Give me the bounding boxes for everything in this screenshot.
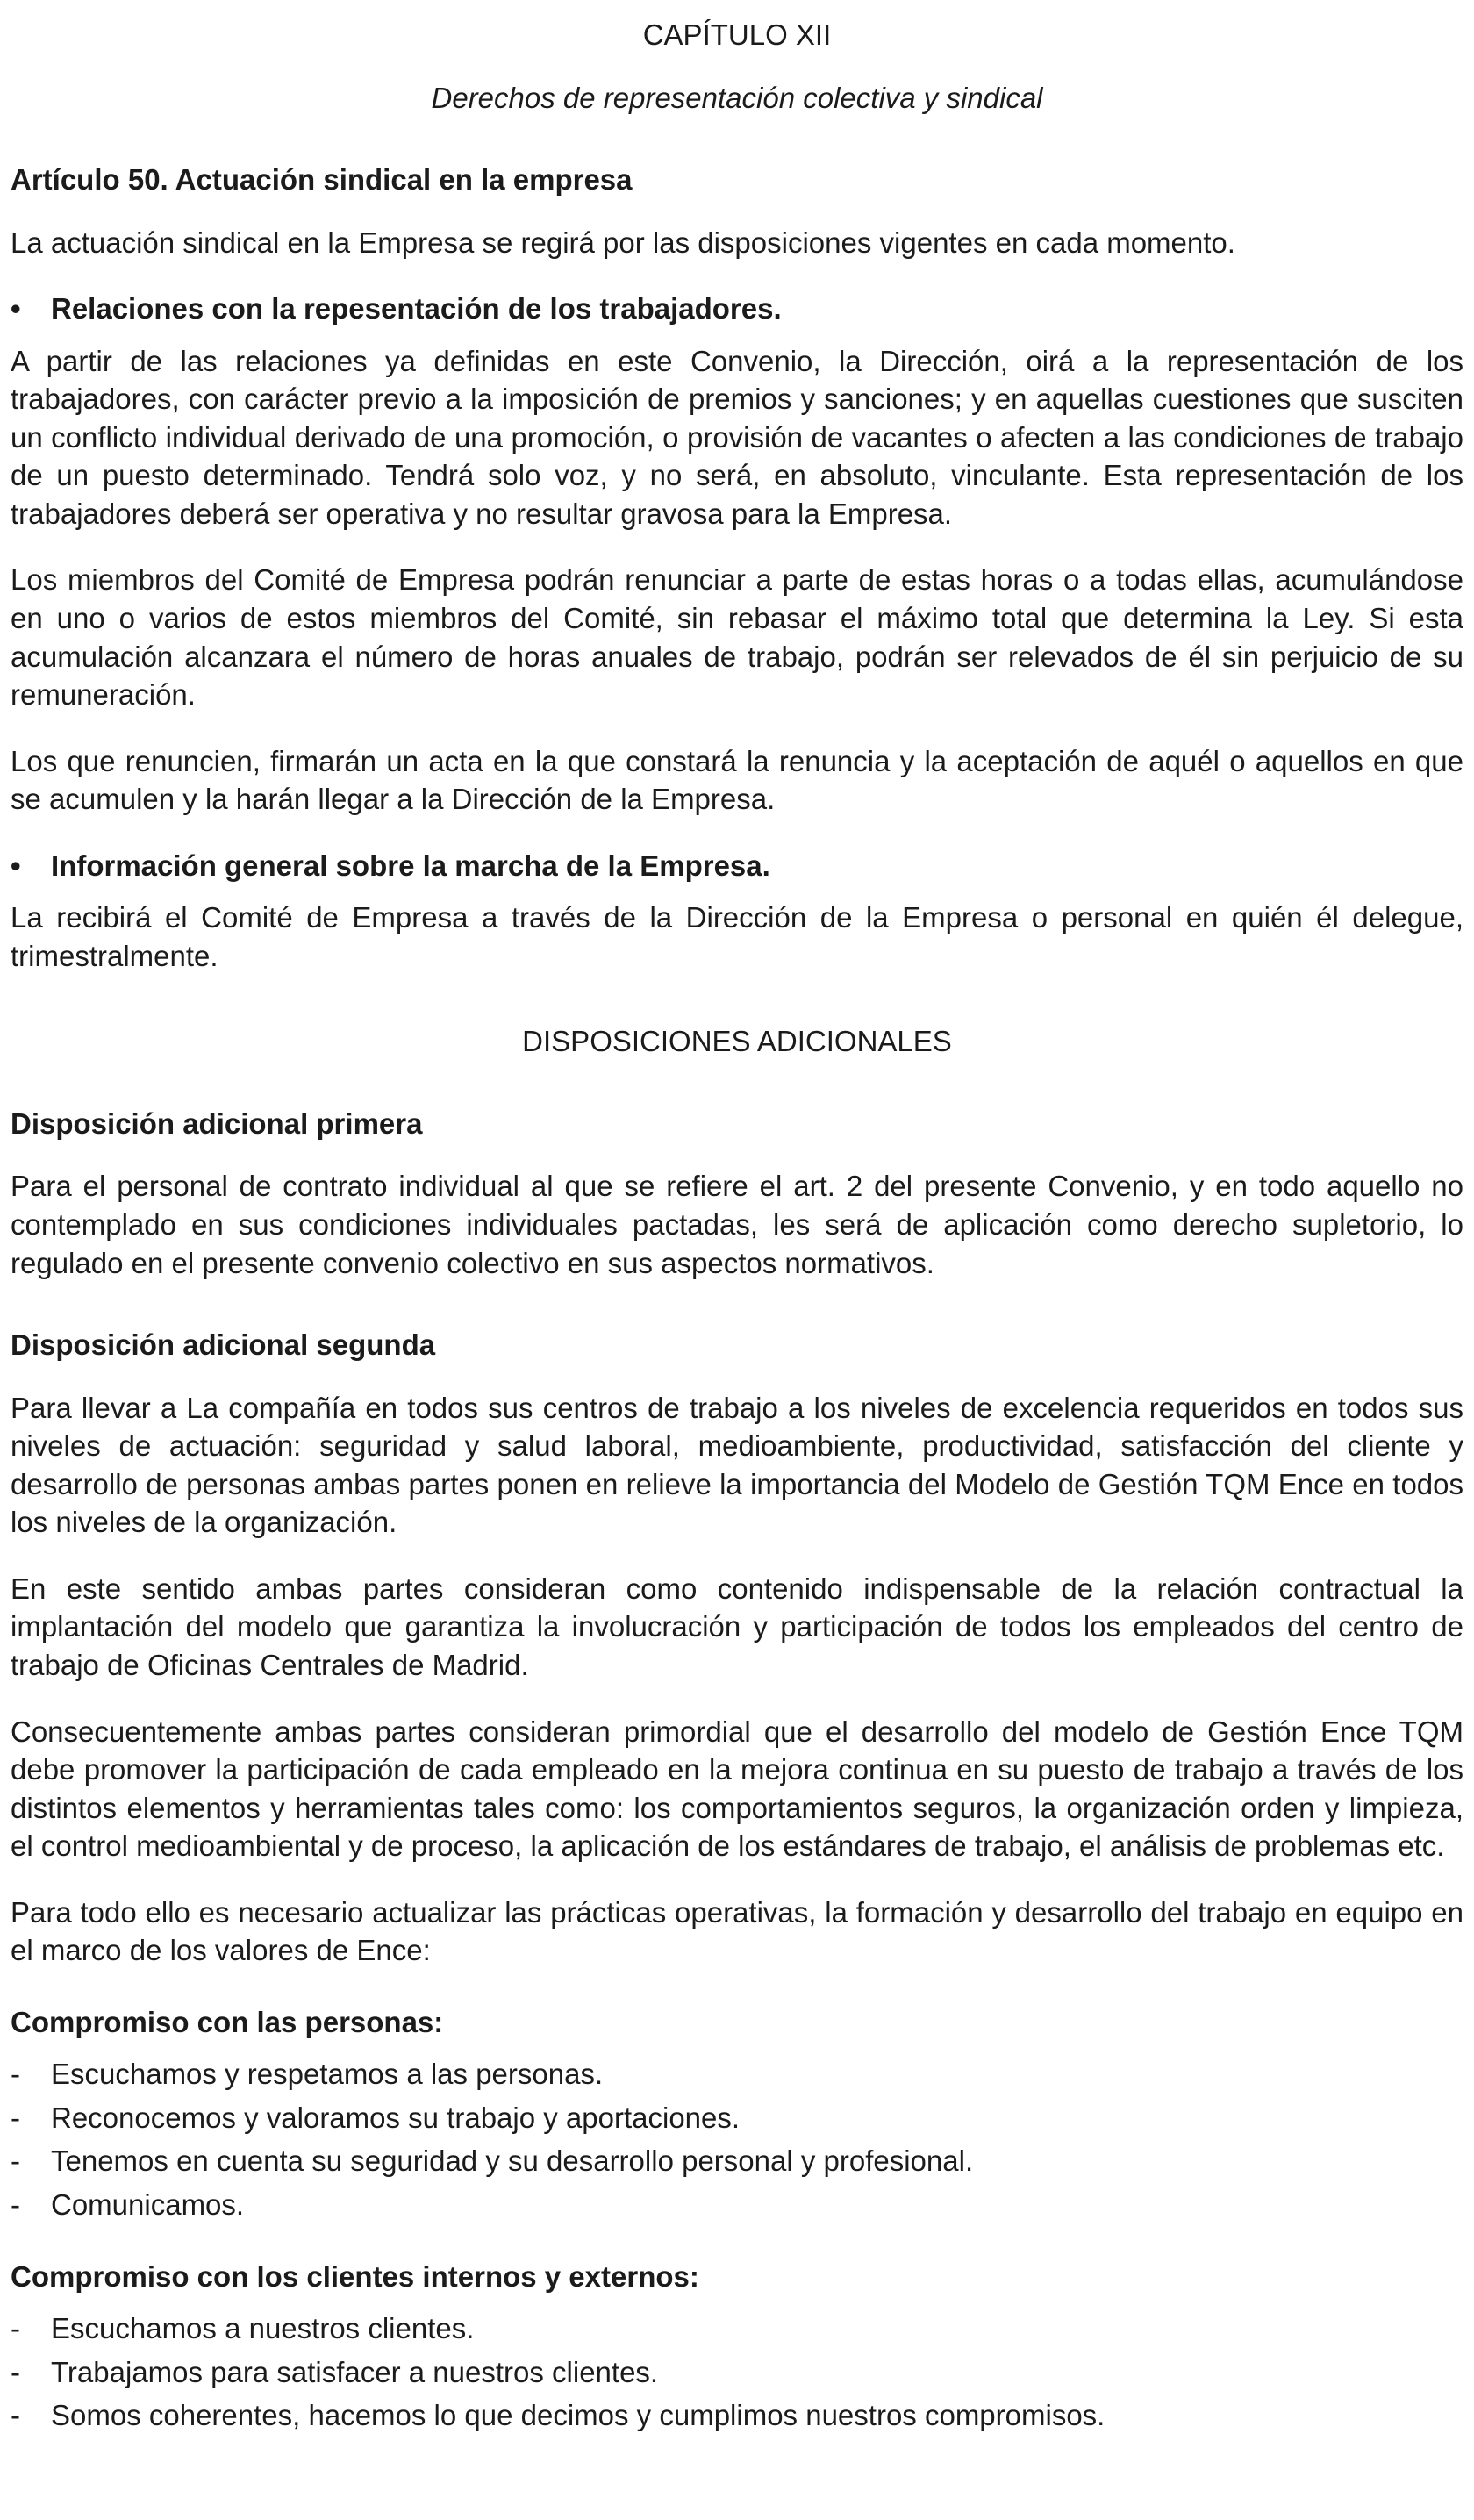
paragraph: A partir de las relaciones ya definidas en este Convenio, la Dirección, oirá a la representación de los trabajadores, con carácter previo a la imposición de premios y sanciones; y en aquellas cuestiones que susciten un conflicto individual derivado de una promoción, o provisión de vacantes o afecten a las condiciones de trabajo de un puesto determinado. Tendrá solo voz, y no será, en absoluto, vinculante. Esta representación de los trabajadores deberá ser operativa y no resultar gravosa para la Empresa.: [11, 344, 1463, 530]
list-item-text: Escuchamos a nuestros clientes.: [51, 2312, 475, 2345]
dash-icon: -: [11, 2101, 20, 2134]
list-item: [11, 2099, 1463, 2137]
chapter-title: CAPÍTULO XII: [642, 18, 832, 51]
commitment-clients-heading: Compromiso con los clientes internos y externos:: [11, 2259, 699, 2293]
bullet-section-informacion: [11, 847, 1463, 976]
list-item-text: Tenemos en cuenta su seguridad y su desarrollo personal y profesional.: [51, 2144, 974, 2178]
additional-dispositions-heading: DISPOSICIONES ADICIONALES: [522, 1025, 952, 1058]
bullet-heading-row: [11, 290, 1463, 328]
list-item: [11, 2353, 1463, 2392]
list-item: [11, 2055, 1463, 2094]
bullet-section-relaciones: [11, 290, 1463, 819]
dash-icon: -: [11, 2312, 20, 2345]
disposition-second-heading: Disposición adicional segunda: [11, 1328, 436, 1362]
list-item-text: Reconocemos y valoramos su trabajo y aportaciones.: [51, 2101, 741, 2134]
dash-icon: -: [11, 2399, 20, 2432]
bullet-title-informacion: Información general sobre la marcha de la Empresa.: [51, 848, 770, 882]
paragraph: En este sentido ambas partes consideran como contenido indispensable de la relación contractual la implantación del modelo que garantiza la involucración y participación de todos los empleados del centro de trabajo de Oficinas Centrales de Madrid.: [11, 1571, 1463, 1681]
list-item: [11, 2396, 1463, 2435]
bullet-heading-row: [11, 847, 1463, 885]
list-item: [11, 2186, 1463, 2224]
article-50-intro-paragraph: La actuación sindical en la Empresa se regirá por las disposiciones vigentes en cada momento.: [11, 226, 1235, 259]
paragraph: Consecuentemente ambas partes consideran primordial que el desarrollo del modelo de Gestión Ence TQM debe promover la participación de cada empleado en la mejora continua en su puesto de trabajo a través de los distintos elementos y herramientas tales como: los comportamientos seguros, la organización orden y limpieza, el control medioambiental y de proceso, la aplicación de los estándares de trabajo, el análisis de problemas etc.: [11, 1715, 1463, 1863]
dash-icon: -: [11, 2058, 20, 2091]
bullet-icon: •: [11, 292, 21, 326]
dash-icon: -: [11, 2144, 20, 2178]
list-item-text: Trabajamos para satisfacer a nuestros clientes.: [51, 2355, 659, 2388]
commitment-persons-heading: Compromiso con las personas:: [11, 2005, 444, 2038]
paragraph: Los miembros del Comité de Empresa podrán renunciar a parte de estas horas o a todas ellas, acumulándose en uno o varios de estos miembros del Comité, sin rebasar el máximo total que determina la Ley. Si esta acumulación alcanzara el número de horas anuales de trabajo, podrán ser relevados de él sin perjuicio de su remuneración.: [11, 563, 1463, 712]
dash-icon: -: [11, 2355, 20, 2388]
bullet-icon: •: [11, 848, 21, 882]
list-item-text: Somos coherentes, hacemos lo que decimos y cumplimos nuestros compromisos.: [51, 2399, 1106, 2432]
bullet-title-relaciones: Relaciones con la repesentación de los trabajadores.: [51, 292, 782, 326]
paragraph: Los que renuncien, firmarán un acta en la que constará la renuncia y la aceptación de aquél o aquellos en que se acumulen y la harán llegar a la Dirección de la Empresa.: [11, 744, 1463, 816]
paragraph: La recibirá el Comité de Empresa a través de la Dirección de la Empresa o personal en quién él delegue, trimestralmente.: [11, 901, 1463, 972]
chapter-subtitle: Derechos de representación colectiva y sindical: [431, 81, 1043, 114]
list-item-text: Comunicamos.: [51, 2187, 245, 2221]
paragraph: Para llevar a La compañía en todos sus centros de trabajo a los niveles de excelencia requeridos en todos sus niveles de actuación: seguridad y salud laboral, medioambiente, productividad, satisfacción del cliente y desarrollo de personas ambas partes ponen en relieve la importancia del Modelo de Gestión TQM Ence en todos los niveles de la organización.: [11, 1391, 1463, 1539]
article-50-heading: Artículo 50. Actuación sindical en la empresa: [11, 163, 633, 197]
disposition-first-heading: Disposición adicional primera: [11, 1106, 423, 1140]
list-item-text: Escuchamos y respetamos a las personas.: [51, 2058, 604, 2091]
list-item: [11, 2142, 1463, 2180]
dash-icon: -: [11, 2187, 20, 2221]
list-item: [11, 2309, 1463, 2348]
paragraph: Para el personal de contrato individual al que se refiere el art. 2 del presente Convenio, y en todo aquello no contemplado en sus condiciones individuales pactadas, les será de aplicación como derecho supletorio, lo regulado en el presente convenio colectivo en sus aspectos normativos.: [11, 1170, 1463, 1279]
paragraph: Para todo ello es necesario actualizar las prácticas operativas, la formación y desarrollo del trabajo en equipo en el marco de los valores de Ence:: [11, 1895, 1463, 1967]
